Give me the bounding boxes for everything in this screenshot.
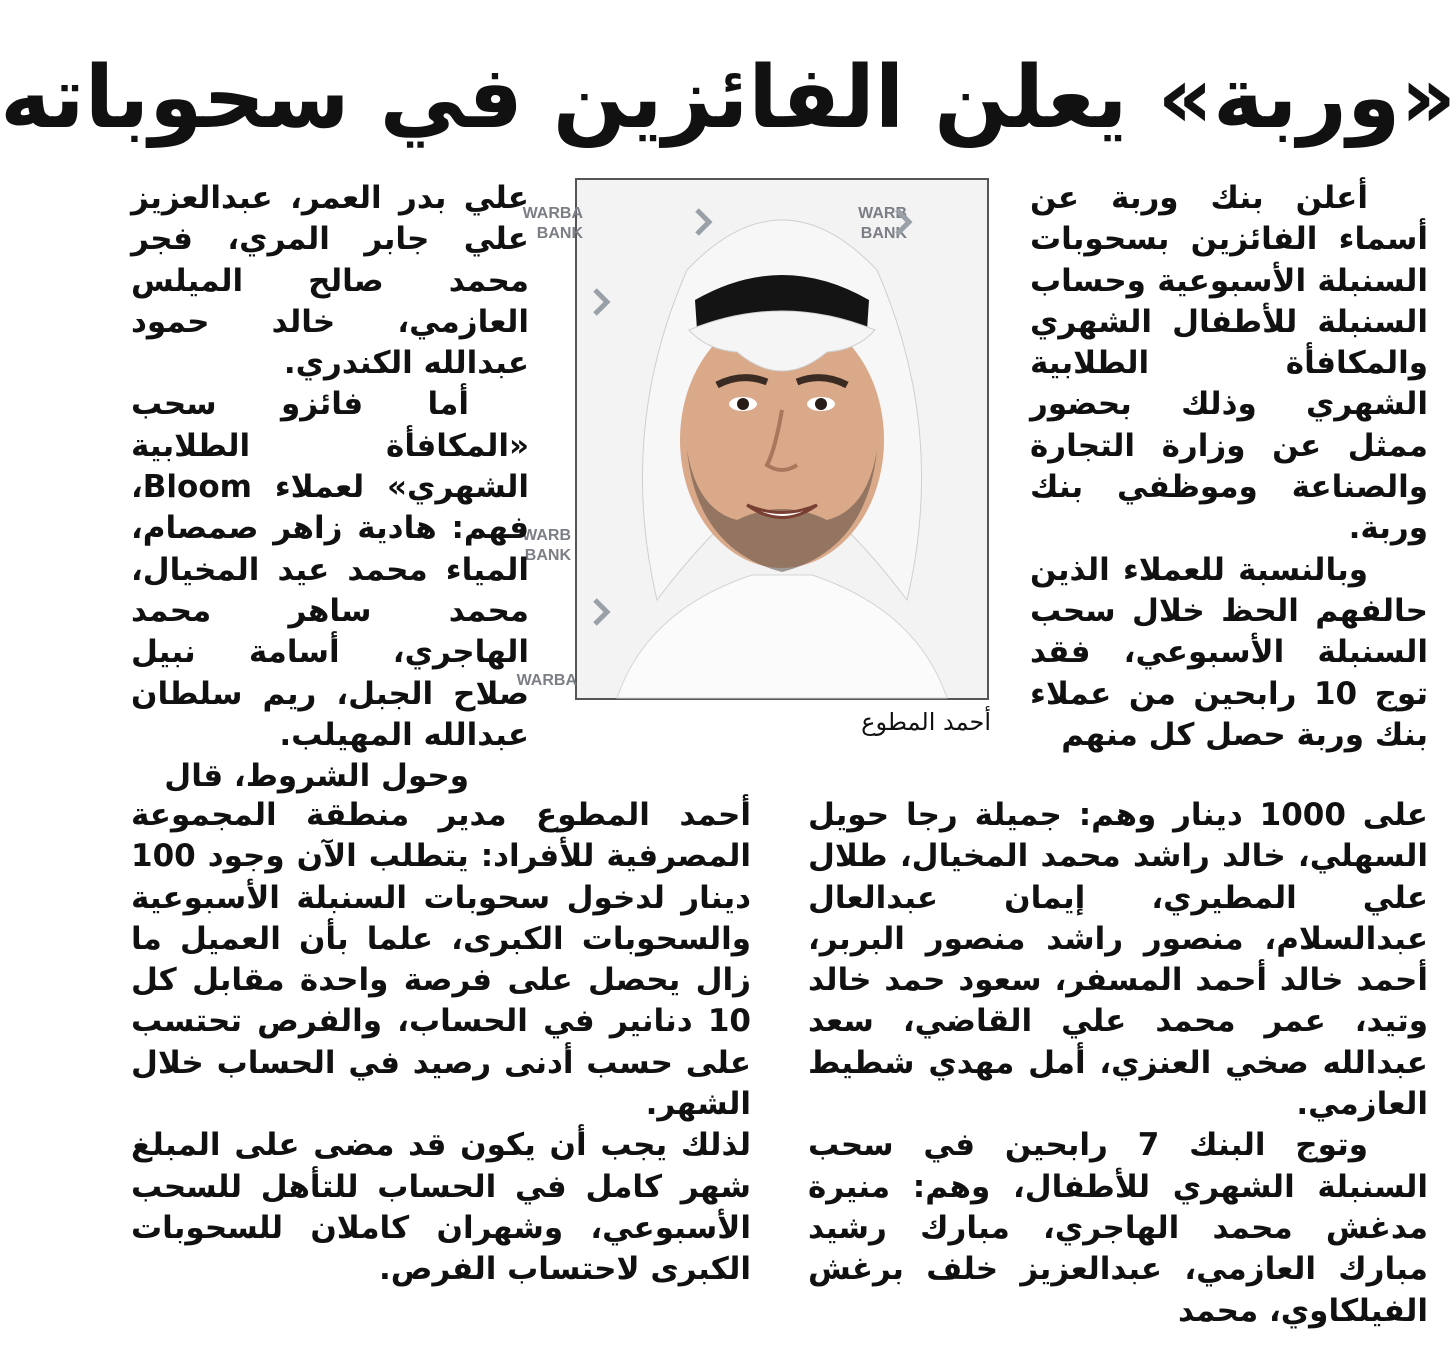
article-column-right: [1030, 178, 1428, 756]
paragraph: أحمد المطوع مدير منطقة المجموعة المصرفية للأفراد: يتطلب الآن وجود 100 دينار لدخول سحوبات السنبلة الأسبوعية والسحوبات الكبرى، علما بأن العميل ما زال يحصل على فرصة واحدة مقابل كل 10 دنانير في الحساب، والفرص تحتسب على حسب أدنى رصيد في الحساب خلال الشهر.: [131, 797, 751, 1123]
paragraph: وتوج البنك 7 رابحين في سحب السنبلة الشهري للأطفال، وهم: منيرة مدغش محمد الهاجري، مبارك رشيد مبارك العازمي، عبدالعزيز خلف برغش الفيلكاوي، محمد: [808, 1127, 1428, 1329]
article-headline: «وربة» يعلن الفائزين في سحوباته: [0, 48, 1456, 148]
paragraph: لذلك يجب أن يكون قد مضى على المبلغ شهر كامل في الحساب للتأهل للسحب الأسبوعي، وشهران كاملان للسحوبات الكبرى لاحتساب الفرص.: [131, 1127, 751, 1288]
backdrop-logo-text: BANK: [536, 225, 583, 242]
backdrop-logo-text: BANK: [524, 547, 571, 564]
paragraph: أما فائزو سحب «المكافأة الطلابية الشهري» لعملاء Bloom، فهم: هادية زاهر صمصام، المياء محمد عيد المخيال، محمد ساهر محمد الهاجري، أسامة نبيل صلاح الجبل، ريم سلطان عبدالله المهيلب.: [131, 386, 529, 753]
paragraph: وحول الشروط، قال: [164, 758, 469, 795]
article-column-left-top: [131, 178, 529, 797]
paragraph: علي بدر العمر، عبدالعزيز علي جابر المري، فجر محمد صالح الميلس العازمي، خالد حمود عبدالله الكندري.: [131, 180, 529, 382]
article-column-left-bottom: [131, 795, 751, 1291]
backdrop-logo-text: WARB: [522, 527, 571, 544]
backdrop-logo-text: BANK: [860, 225, 907, 242]
photo-caption: أحمد المطوع: [861, 708, 991, 736]
backdrop-logo-text: WARBA: [516, 672, 577, 689]
paragraph: على 1000 دينار وهم: جميلة رجا حويل السهلي، خالد راشد محمد المخيال، طلال علي المطيري، إيمان عبدالعال عبدالسلام، منصور راشد منصور البربر، أحمد خالد أحمد المسفر، سعود حمد خالد وتيد، عمر محمد علي القاضي، سعد عبدالله صخي العنزي، أمل مهدي شطيط العازمي.: [808, 797, 1428, 1123]
paragraph: أعلن بنك وربة عن أسماء الفائزين بسحوبات السنبلة الأسبوعية وحساب السنبلة للأطفال الشهري والمكافأة الطلابية الشهري وذلك بحضور ممثل عن وزارة التجارة والصناعة وموظفي بنك وربة.: [1030, 180, 1428, 547]
backdrop-logo-text: WARB: [858, 205, 907, 222]
backdrop-logo-text: WARBA: [522, 205, 583, 222]
paragraph: وبالنسبة للعملاء الذين حالفهم الحظ خلال سحب السنبلة الأسبوعي، فقد توج 10 رابحين من عملاء بنك وربة حصل كل منهم: [1030, 551, 1428, 753]
portrait-photo: [516, 178, 989, 700]
portrait-illustration: [516, 180, 987, 698]
article-column-right-bottom: [808, 795, 1428, 1332]
